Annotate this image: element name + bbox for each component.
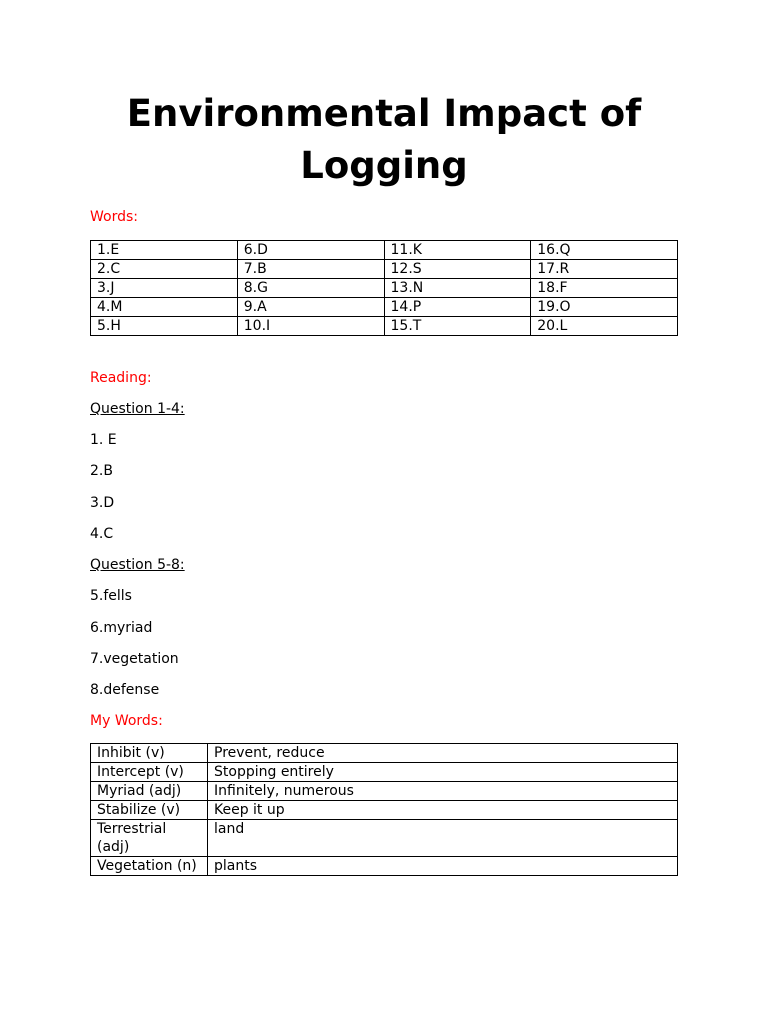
table-row [91,744,678,763]
table-row [91,241,678,260]
table-cell: 14.P [384,298,531,317]
vocab-term: Myriad (adj) [91,782,208,801]
table-cell: 8.G [237,279,384,298]
table-cell: 18.F [531,279,678,298]
answer-8: 8.defense [90,682,160,698]
table-cell: 7.B [237,260,384,279]
answer-7: 7.vegetation [90,651,179,667]
vocab-term: Inhibit (v) [91,744,208,763]
table-row [91,763,678,782]
vocab-meaning: Stopping entirely [208,763,678,782]
my-words-table [90,743,678,876]
question-1-4-heading: Question 1-4: [90,401,185,417]
vocab-term: Stabilize (v) [91,801,208,820]
table-cell: 19.O [531,298,678,317]
table-cell: 16.Q [531,241,678,260]
table-cell: 15.T [384,317,531,336]
table-cell: 1.E [91,241,238,260]
table-row [91,260,678,279]
answer-3: 3.D [90,495,115,511]
vocab-term: Vegetation (n) [91,857,208,876]
table-cell: 12.S [384,260,531,279]
vocab-meaning: Prevent, reduce [208,744,678,763]
table-row [91,820,678,857]
table-row [91,298,678,317]
answer-2: 2.B [90,463,113,479]
table-row [91,857,678,876]
table-row [91,782,678,801]
answer-4: 4.C [90,526,114,542]
table-cell: 6.D [237,241,384,260]
table-cell: 20.L [531,317,678,336]
table-cell: 4.M [91,298,238,317]
reading-heading: Reading: [90,370,152,386]
vocab-term: Intercept (v) [91,763,208,782]
table-cell: 11.K [384,241,531,260]
table-cell: 17.R [531,260,678,279]
vocab-term: Terrestrial (adj) [91,820,208,857]
my-words-heading: My Words: [90,713,163,729]
question-5-8-heading: Question 5-8: [90,557,185,573]
answer-5: 5.fells [90,588,132,604]
table-cell: 5.H [91,317,238,336]
answer-6: 6.myriad [90,620,153,636]
table-row [91,317,678,336]
table-row [91,279,678,298]
table-row [91,801,678,820]
table-cell: 2.C [91,260,238,279]
table-cell: 9.A [237,298,384,317]
words-heading: Words: [90,209,138,225]
table-cell: 13.N [384,279,531,298]
table-cell: 3.J [91,279,238,298]
vocab-meaning: land [208,820,678,857]
vocab-meaning: plants [208,857,678,876]
table-cell: 10.I [237,317,384,336]
vocab-meaning: Keep it up [208,801,678,820]
vocab-meaning: Infinitely, numerous [208,782,678,801]
page-title: Environmental Impact of Logging [126,92,642,187]
answer-1: 1. E [90,432,117,448]
words-answer-table [90,240,678,336]
